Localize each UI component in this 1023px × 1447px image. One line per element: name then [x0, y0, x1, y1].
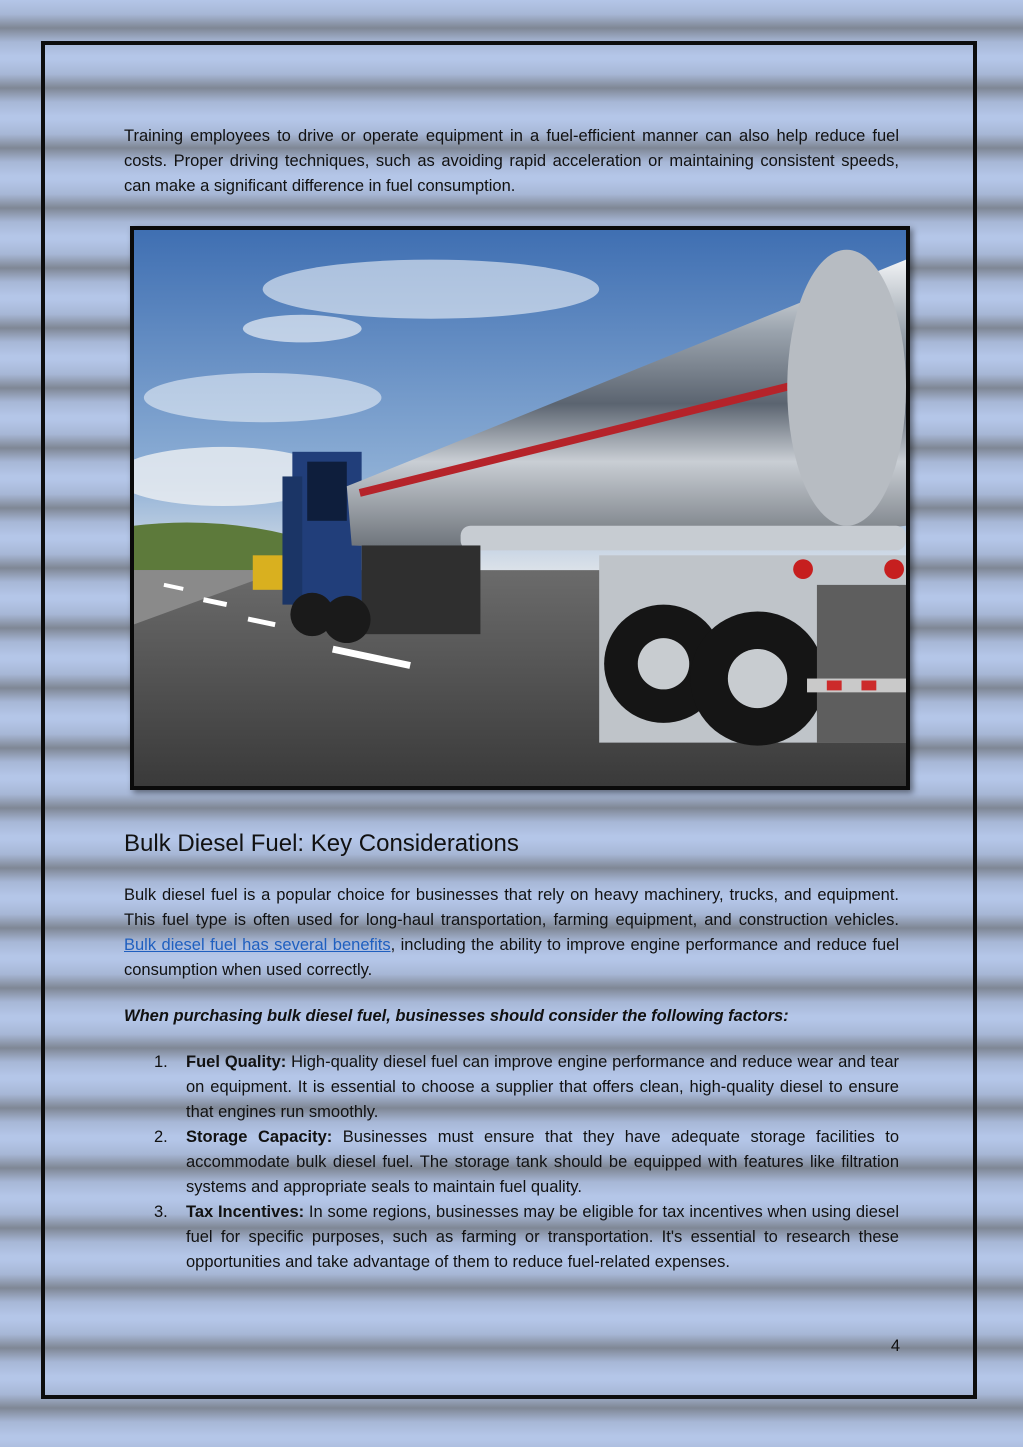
list-number: 1.: [154, 1053, 168, 1071]
factor-text: In some regions, businesses may be eligible for tax incentives when using diesel fuel for specific purposes, such as farming or transportation. It's essential to research these opportunities and take advantage of them to reduce fuel-related expenses.: [186, 1203, 899, 1271]
tanker-truck-illustration: [134, 230, 906, 786]
paragraph-text-start: Bulk diesel fuel is a popular choice for businesses that rely on heavy machinery, trucks, and equipment. This fuel type is often used for long-haul transportation, farming equipment, and construction vehicles.: [124, 886, 899, 929]
intro-paragraph: Training employees to drive or operate equipment in a fuel-efficient manner can also help reduce fuel costs. Proper driving techniques, such as avoiding rapid acceleration or maintaining consistent speeds, can make a significant difference in fuel consumption.: [124, 127, 899, 195]
factors-lead-in: When purchasing bulk diesel fuel, businesses should consider the following factors:: [124, 1007, 789, 1025]
factor-text: Businesses must ensure that they have adequate storage facilities to accommodate bulk diesel fuel. The storage tank should be equipped with features like filtration systems and appropriate seals to maintain fuel quality.: [186, 1128, 899, 1196]
factor-title: Fuel Quality:: [186, 1053, 287, 1071]
list-item: [124, 1200, 899, 1275]
page-number: 4: [890, 1337, 900, 1355]
list-number: 2.: [154, 1128, 168, 1146]
list-item: [124, 1125, 899, 1200]
tanker-truck-photo: [130, 226, 910, 790]
factors-list: [124, 1050, 899, 1275]
paragraph-text-end: , including the ability to improve engine performance and reduce fuel consumption when used correctly.: [124, 936, 899, 979]
list-item: [124, 1050, 899, 1125]
factor-title: Tax Incentives:: [186, 1203, 305, 1221]
factor-title: Storage Capacity:: [186, 1128, 333, 1146]
section-paragraph: [124, 883, 899, 983]
list-number: 3.: [154, 1203, 168, 1221]
factor-text: High-quality diesel fuel can improve engine performance and reduce wear and tear on equipment. It is essential to choose a supplier that offers clean, high-quality diesel to ensure that engines run smoothly.: [186, 1053, 899, 1121]
benefits-link[interactable]: Bulk diesel fuel has several benefits: [124, 936, 391, 954]
section-heading: Bulk Diesel Fuel: Key Considerations: [124, 830, 519, 857]
